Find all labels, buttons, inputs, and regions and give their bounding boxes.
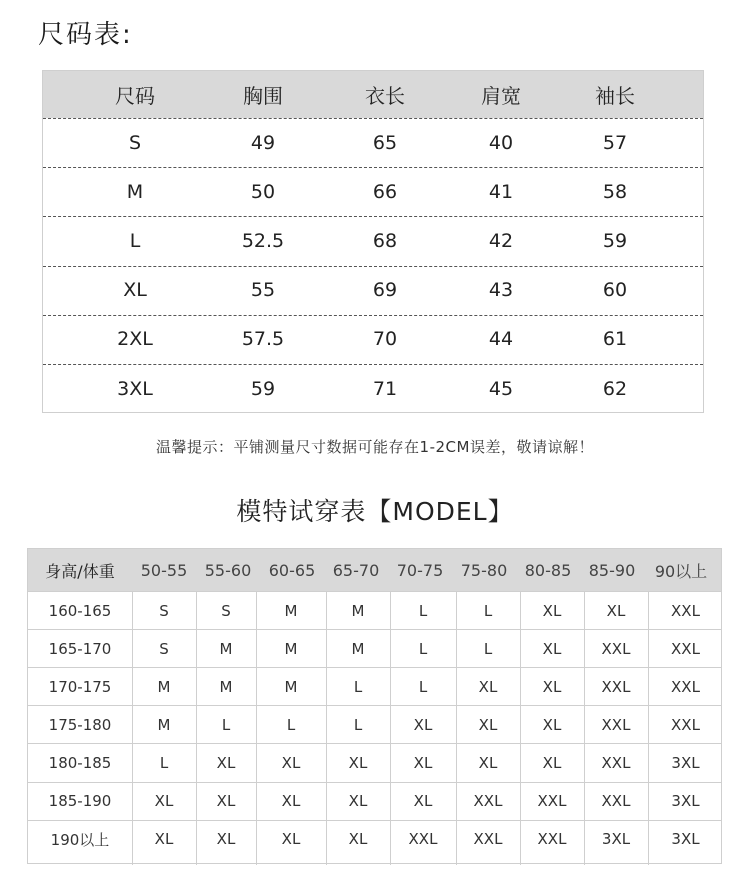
column-divider xyxy=(196,591,197,865)
fit-chart-size-cell: M xyxy=(157,677,171,696)
fit-chart-table xyxy=(27,548,722,864)
fit-chart-size-cell: XL xyxy=(348,792,368,810)
column-divider xyxy=(326,591,327,865)
fit-chart-size-cell: M xyxy=(157,715,171,734)
size-chart-cell: 69 xyxy=(372,279,398,302)
fit-chart-header-cell: 65-70 xyxy=(332,560,380,580)
fit-chart-size-cell: XXL xyxy=(537,830,567,849)
header-cell-shoulder: 肩宽 xyxy=(481,84,521,108)
header-cell-sleeve: 袖长 xyxy=(595,84,635,108)
fit-chart-size-cell: XXL xyxy=(408,830,438,849)
size-chart-cell: 57.5 xyxy=(241,328,285,351)
size-chart-cell: 57 xyxy=(602,131,628,154)
size-chart-row xyxy=(43,315,703,364)
fit-chart-size-cell: XL xyxy=(478,753,498,772)
fit-chart-size-cell: XL xyxy=(542,753,562,772)
fit-chart-header-cell: 50-55 xyxy=(140,560,188,580)
fit-chart-size-cell: XL xyxy=(413,715,433,734)
fit-chart-header-cell: 身高/体重 xyxy=(45,561,115,581)
fit-chart-size-cell: L xyxy=(483,639,493,658)
fit-chart-header-cell: 60-65 xyxy=(268,560,316,580)
size-chart-cell: 61 xyxy=(602,328,628,351)
fit-chart-title: 模特试穿表【MODEL】 xyxy=(236,497,514,526)
size-chart-cell: 45 xyxy=(488,377,514,400)
fit-chart-size-cell: XXL xyxy=(537,792,567,810)
fit-chart-height-cell: 180-185 xyxy=(48,753,112,772)
fit-chart-size-cell: M xyxy=(284,601,298,620)
size-chart-header-row xyxy=(43,71,703,118)
fit-chart-size-cell: XL xyxy=(281,792,301,810)
size-chart-cell: 44 xyxy=(488,328,514,351)
fit-chart-size-cell: XL xyxy=(154,792,174,810)
fit-chart-size-cell: L xyxy=(159,753,169,772)
fit-chart-height-cell: 165-170 xyxy=(48,639,112,658)
fit-chart-size-cell: L xyxy=(418,639,428,658)
fit-chart-size-cell: L xyxy=(286,715,296,734)
fit-chart-size-cell: M xyxy=(219,677,233,696)
fit-chart-size-cell: XXL xyxy=(601,792,631,810)
size-chart-cell: 50 xyxy=(250,180,276,203)
fit-chart-height-cell: 185-190 xyxy=(48,792,112,810)
size-chart-cell: 58 xyxy=(602,180,628,203)
fit-chart-size-cell: XXL xyxy=(671,677,700,696)
size-chart-cell: S xyxy=(128,131,142,154)
size-chart-cell: 59 xyxy=(602,229,628,252)
size-chart-cell: 43 xyxy=(488,279,514,302)
fit-chart-size-cell: M xyxy=(219,639,233,658)
column-divider xyxy=(584,591,585,865)
column-divider xyxy=(520,591,521,865)
size-chart-row xyxy=(43,216,703,265)
size-chart-table xyxy=(42,70,704,413)
fit-chart-height-cell: 160-165 xyxy=(48,601,112,620)
fit-chart-size-cell: S xyxy=(159,601,169,620)
size-chart-cell: XL xyxy=(123,279,147,302)
fit-chart-size-cell: 3XL xyxy=(671,753,700,772)
fit-chart-size-cell: XXL xyxy=(473,830,503,849)
fit-chart-header-row xyxy=(28,549,721,591)
fit-chart-size-cell: S xyxy=(159,639,169,658)
fit-chart-size-cell: M xyxy=(284,677,298,696)
fit-chart-size-cell: XL xyxy=(413,792,433,810)
fit-chart-size-cell: XL xyxy=(542,601,562,620)
size-chart-title: 尺码表: xyxy=(38,20,133,50)
fit-chart-size-cell: M xyxy=(351,601,365,620)
size-chart-row xyxy=(43,266,703,315)
fit-chart-size-cell: S xyxy=(221,601,231,620)
fit-chart-size-cell: L xyxy=(353,715,363,734)
fit-chart-size-cell: XL xyxy=(542,677,562,696)
size-chart-cell: 40 xyxy=(488,131,514,154)
size-chart-cell: 49 xyxy=(250,131,276,154)
fit-chart-size-cell: XL xyxy=(216,792,236,810)
fit-chart-size-cell: XXL xyxy=(671,715,700,734)
column-divider xyxy=(132,591,133,865)
fit-chart-size-cell: XXL xyxy=(671,601,700,620)
fit-chart-size-cell: XXL xyxy=(473,792,503,810)
size-chart-cell: 71 xyxy=(372,377,398,400)
fit-chart-size-cell: L xyxy=(418,601,428,620)
fit-chart-header-cell: 85-90 xyxy=(588,560,636,580)
size-chart-row xyxy=(43,118,703,167)
size-chart-cell: 2XL xyxy=(117,328,153,351)
header-cell-length: 衣长 xyxy=(365,84,405,108)
fit-chart-size-cell: XL xyxy=(281,753,301,772)
fit-chart-header-cell: 55-60 xyxy=(204,560,252,580)
column-divider xyxy=(256,591,257,865)
fit-chart-size-cell: XL xyxy=(478,677,498,696)
fit-chart-size-cell: XL xyxy=(216,830,236,849)
header-cell-chest: 胸围 xyxy=(243,84,283,108)
fit-chart-size-cell: M xyxy=(284,639,298,658)
fit-chart-size-cell: XL xyxy=(154,830,174,849)
size-chart-cell: 41 xyxy=(488,180,514,203)
size-chart-cell: 59 xyxy=(250,377,276,400)
fit-chart-size-cell: L xyxy=(418,677,428,696)
fit-chart-size-cell: XL xyxy=(281,830,301,849)
size-chart-row xyxy=(43,364,703,413)
size-chart-cell: 66 xyxy=(372,180,398,203)
fit-chart-size-cell: L xyxy=(483,601,493,620)
size-chart-cell: L xyxy=(129,229,141,252)
size-chart-cell: 65 xyxy=(372,131,398,154)
fit-chart-size-cell: L xyxy=(353,677,363,696)
fit-chart-header-cell: 90以上 xyxy=(654,561,708,581)
fit-chart-size-cell: XL xyxy=(413,753,433,772)
fit-chart-size-cell: XL xyxy=(606,601,626,620)
fit-chart-size-cell: 3XL xyxy=(671,830,700,849)
fit-chart-size-cell: XL xyxy=(478,715,498,734)
size-chart-cell: 42 xyxy=(488,229,514,252)
fit-chart-header-cell: 80-85 xyxy=(524,560,572,580)
fit-chart-size-cell: M xyxy=(351,639,365,658)
fit-chart-header-cell: 75-80 xyxy=(460,560,508,580)
fit-chart-size-cell: XL xyxy=(348,753,368,772)
fit-chart-header-cell: 70-75 xyxy=(396,560,444,580)
fit-chart-size-cell: XL xyxy=(216,753,236,772)
column-divider xyxy=(648,591,649,865)
column-divider xyxy=(456,591,457,865)
size-chart-cell: 70 xyxy=(372,328,398,351)
size-chart-cell: 60 xyxy=(602,279,628,302)
size-chart-cell: 68 xyxy=(372,229,398,252)
size-chart-row xyxy=(43,167,703,216)
size-chart-cell: 62 xyxy=(602,377,628,400)
fit-chart-size-cell: XXL xyxy=(601,677,631,696)
fit-chart-height-cell: 175-180 xyxy=(48,715,112,734)
size-chart-cell: 55 xyxy=(250,279,276,302)
fit-chart-height-cell: 170-175 xyxy=(48,677,112,696)
fit-chart-size-cell: L xyxy=(221,715,231,734)
header-cell-size: 尺码 xyxy=(115,84,155,108)
fit-chart-size-cell: 3XL xyxy=(601,830,631,849)
fit-chart-size-cell: XXL xyxy=(601,753,631,772)
fit-chart-size-cell: XXL xyxy=(671,639,700,658)
fit-chart-size-cell: XL xyxy=(542,715,562,734)
measurement-note: 温馨提示：平铺测量尺寸数据可能存在1-2CM误差，敬请谅解！ xyxy=(156,438,594,456)
size-chart-cell: M xyxy=(126,180,144,203)
fit-chart-size-cell: 3XL xyxy=(671,792,700,810)
fit-chart-size-cell: XXL xyxy=(601,715,631,734)
size-chart-cell: 3XL xyxy=(117,377,153,400)
fit-chart-size-cell: XXL xyxy=(601,639,631,658)
fit-chart-size-cell: XL xyxy=(348,830,368,849)
fit-chart-size-cell: XL xyxy=(542,639,562,658)
fit-chart-height-cell: 190以上 xyxy=(50,830,110,849)
size-chart-cell: 52.5 xyxy=(241,229,285,252)
column-divider xyxy=(390,591,391,865)
